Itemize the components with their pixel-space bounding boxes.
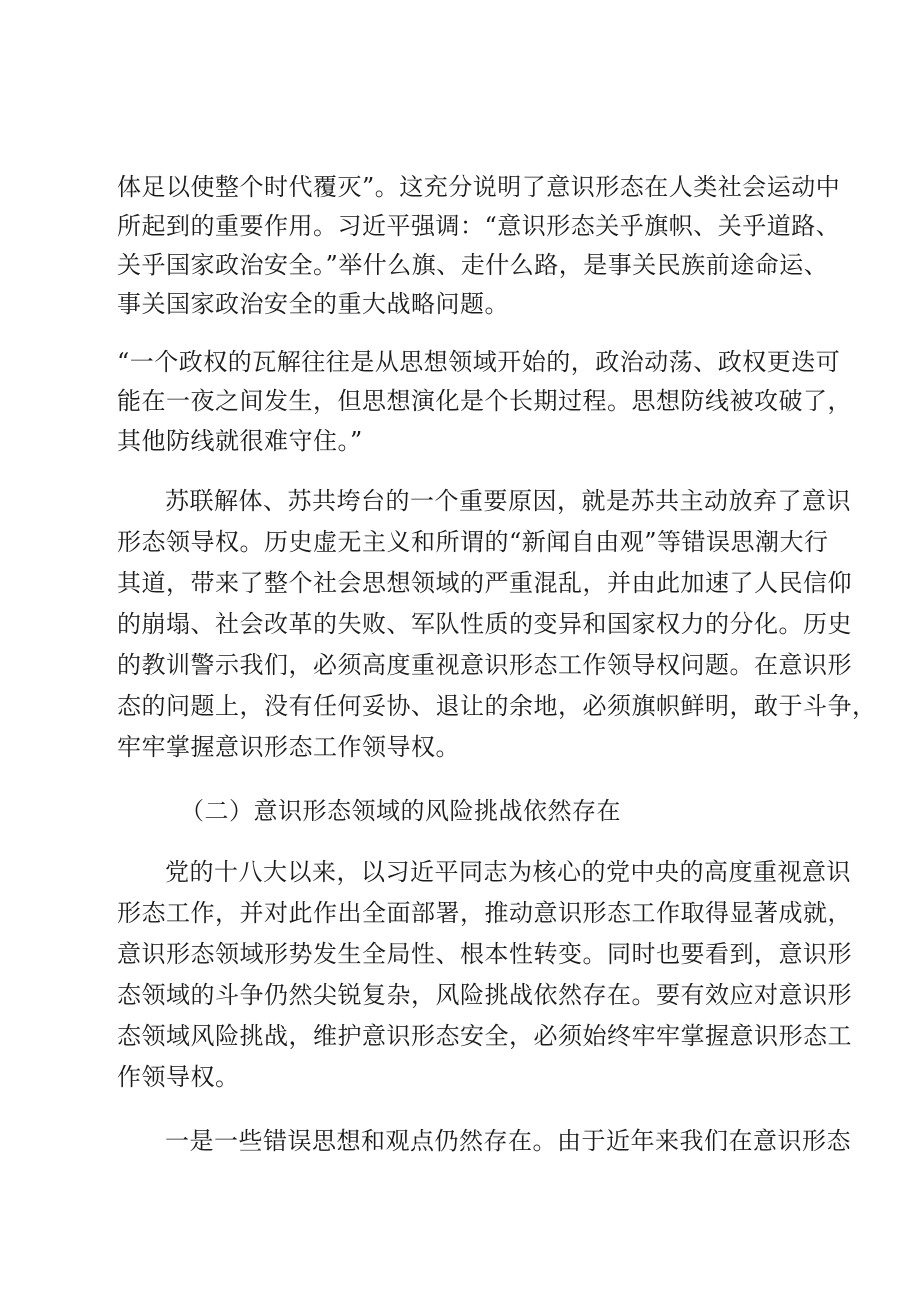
quote-line-2: 能在一夜之间发生，但思想演化是个长期过程。思想防线被攻破了， (117, 387, 852, 415)
quote-line-3: 其他防线就很难守住。” (117, 427, 363, 455)
paragraph-5-line-1: 一是一些错误思想和观点仍然存在。由于近年来我们在意识形态 (165, 1127, 851, 1155)
paragraph-4-line-5: 态领域风险挑战，维护意识形态安全，必须始终牢牢掌握意识形态工 (117, 1022, 852, 1050)
paragraph-4-line-2: 形态工作，并对此作出全面部署，推动意识形态工作取得显著成就， (117, 899, 852, 927)
paragraph-4-line-1: 党的十八大以来，以习近平同志为核心的党中央的高度重视意识 (165, 858, 851, 886)
paragraph-3-line-7: 牢牢掌握意识形态工作领导权。 (117, 733, 460, 761)
paragraph-3-line-1: 苏联解体、苏共垮台的一个重要原因，就是苏共主动放弃了意识 (165, 487, 851, 515)
paragraph-1-line-2: 所起到的重要作用。习近平强调：“意识形态关乎旗帜、关乎道路、 (117, 212, 841, 240)
paragraph-3-line-3: 其道，带来了整个社会思想领域的严重混乱，并由此加速了人民信仰 (117, 569, 852, 597)
section-heading: （二）意识形态领域的风险挑战依然存在 (180, 797, 621, 825)
quote-line-1: “一个政权的瓦解往往是从思想领域开始的，政治动荡、政权更迭可 (117, 348, 841, 376)
paragraph-1-line-3: 关乎国家政治安全。”举什么旗、走什么路，是事关民族前途命运、 (117, 251, 829, 279)
paragraph-1-line-4: 事关国家政治安全的重大战略问题。 (117, 290, 509, 318)
paragraph-3-line-6: 态的问题上，没有任何妥协、退让的余地，必须旗帜鲜明，敢于斗争， (117, 692, 877, 720)
paragraph-1-line-1: 体足以使整个时代覆灭”。这充分说明了意识形态在人类社会运动中 (117, 173, 841, 201)
paragraph-4-line-6: 作领导权。 (117, 1063, 240, 1091)
paragraph-3-line-4: 的崩塌、社会改革的失败、军队性质的变异和国家权力的分化。历史 (117, 610, 852, 638)
paragraph-4-line-4: 态领域的斗争仍然尖锐复杂，风险挑战依然存在。要有效应对意识形 (117, 981, 852, 1009)
paragraph-3-line-5: 的教训警示我们，必须高度重视意识形态工作领导权问题。在意识形 (117, 651, 852, 679)
paragraph-3-line-2: 形态领导权。历史虚无主义和所谓的“新闻自由观”等错误思潮大行 (117, 528, 829, 556)
paragraph-4-line-3: 意识形态领域形势发生全局性、根本性转变。同时也要看到，意识形 (117, 940, 852, 968)
